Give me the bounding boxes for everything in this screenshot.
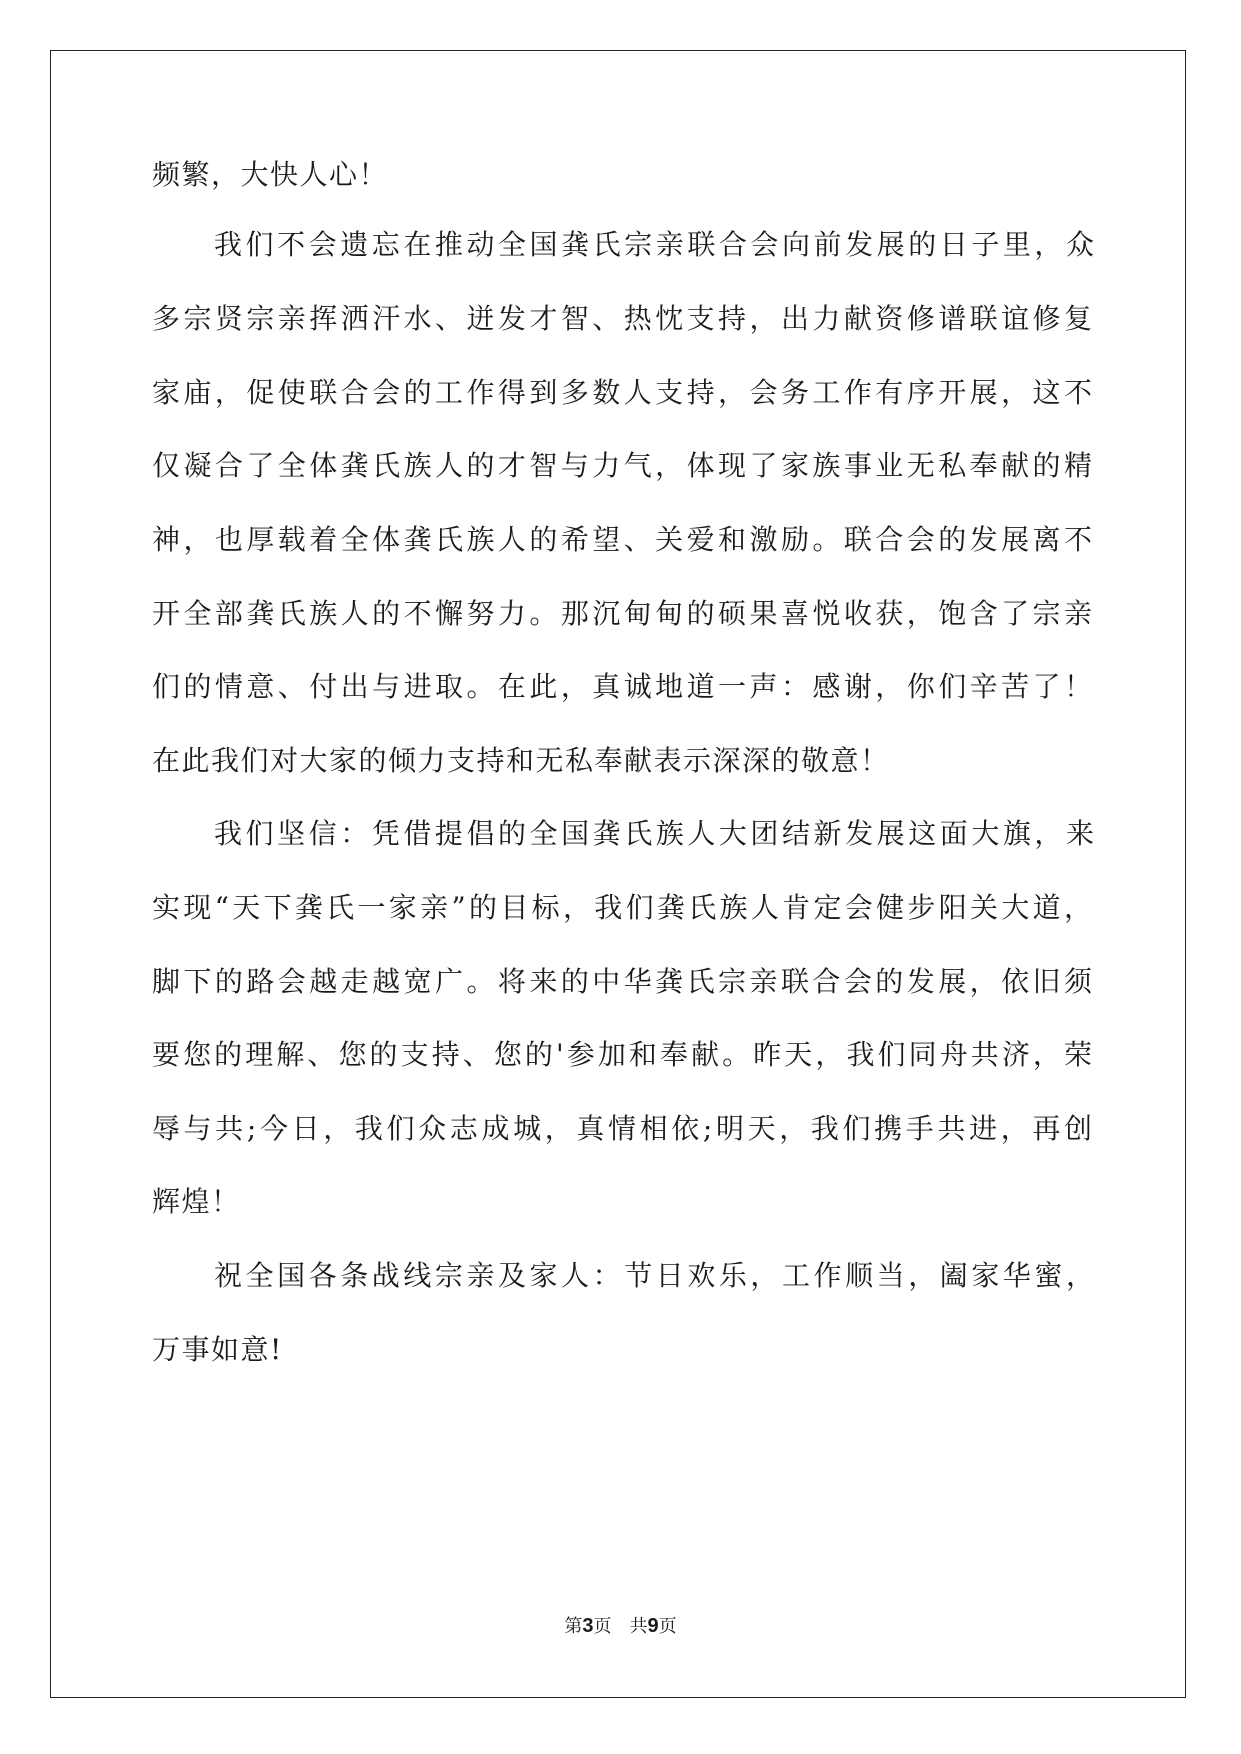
paragraph-2-line-1: 我们坚信：凭借提倡的全国龚氏族人大团结新发展这面大旗，来 bbox=[214, 817, 1094, 850]
paragraph-1-line-5: 神，也厚载着全体龚氏族人的希望、关爱和激励。联合会的发展离不 bbox=[152, 523, 1092, 556]
paragraph-3-line-2: 万事如意! bbox=[152, 1333, 283, 1366]
text-line-1: 频繁，大快人心！ bbox=[152, 158, 389, 191]
paragraph-2-line-4: 要您的理解、您的支持、您的'参加和奉献。昨天，我们同舟共济，荣 bbox=[152, 1038, 1092, 1071]
paragraph-1-line-1: 我们不会遗忘在推动全国龚氏宗亲联合会向前发展的日子里，众 bbox=[214, 228, 1094, 261]
paragraph-2-line-3: 脚下的路会越走越宽广。将来的中华龚氏宗亲联合会的发展，依旧须 bbox=[152, 965, 1092, 998]
paragraph-1-line-7: 们的情意、付出与进取。在此，真诚地道一声：感谢，你们辛苦了！ bbox=[152, 670, 1092, 703]
paragraph-1-line-3: 家庙，促使联合会的工作得到多数人支持，会务工作有序开展，这不 bbox=[152, 376, 1092, 409]
paragraph-1-line-4: 仅凝合了全体龚氏族人的才智与力气，体现了家族事业无私奉献的精 bbox=[152, 449, 1092, 482]
paragraph-2-line-6: 辉煌！ bbox=[152, 1185, 241, 1218]
footer-page-suffix: 页 bbox=[658, 1616, 677, 1637]
paragraph-1-line-8: 在此我们对大家的倾力支持和无私奉献表示深深的敬意！ bbox=[152, 744, 890, 777]
paragraph-2-line-5: 辱与共;今日，我们众志成城，真情相依;明天，我们携手共进，再创 bbox=[152, 1112, 1092, 1145]
page-border bbox=[50, 50, 1186, 1698]
page-footer bbox=[0, 1614, 1241, 1639]
paragraph-1-line-6: 开全部龚氏族人的不懈努力。那沉甸甸的硕果喜悦收获，饱含了宗亲 bbox=[152, 597, 1092, 630]
footer-page-prefix: 第 bbox=[564, 1616, 583, 1637]
footer-page-mid: 页 共 bbox=[593, 1616, 648, 1637]
paragraph-2-line-2: 实现“天下龚氏一家亲”的目标，我们龚氏族人肯定会健步阳关大道， bbox=[152, 891, 1092, 924]
current-page-number: 3 bbox=[582, 1615, 594, 1637]
total-pages-number: 9 bbox=[647, 1615, 659, 1637]
paragraph-3-line-1: 祝全国各条战线宗亲及家人：节日欢乐，工作顺当，阖家华蜜， bbox=[214, 1259, 1094, 1292]
paragraph-1-line-2: 多宗贤宗亲挥洒汗水、迸发才智、热忱支持，出力献资修谱联谊修复 bbox=[152, 302, 1092, 335]
